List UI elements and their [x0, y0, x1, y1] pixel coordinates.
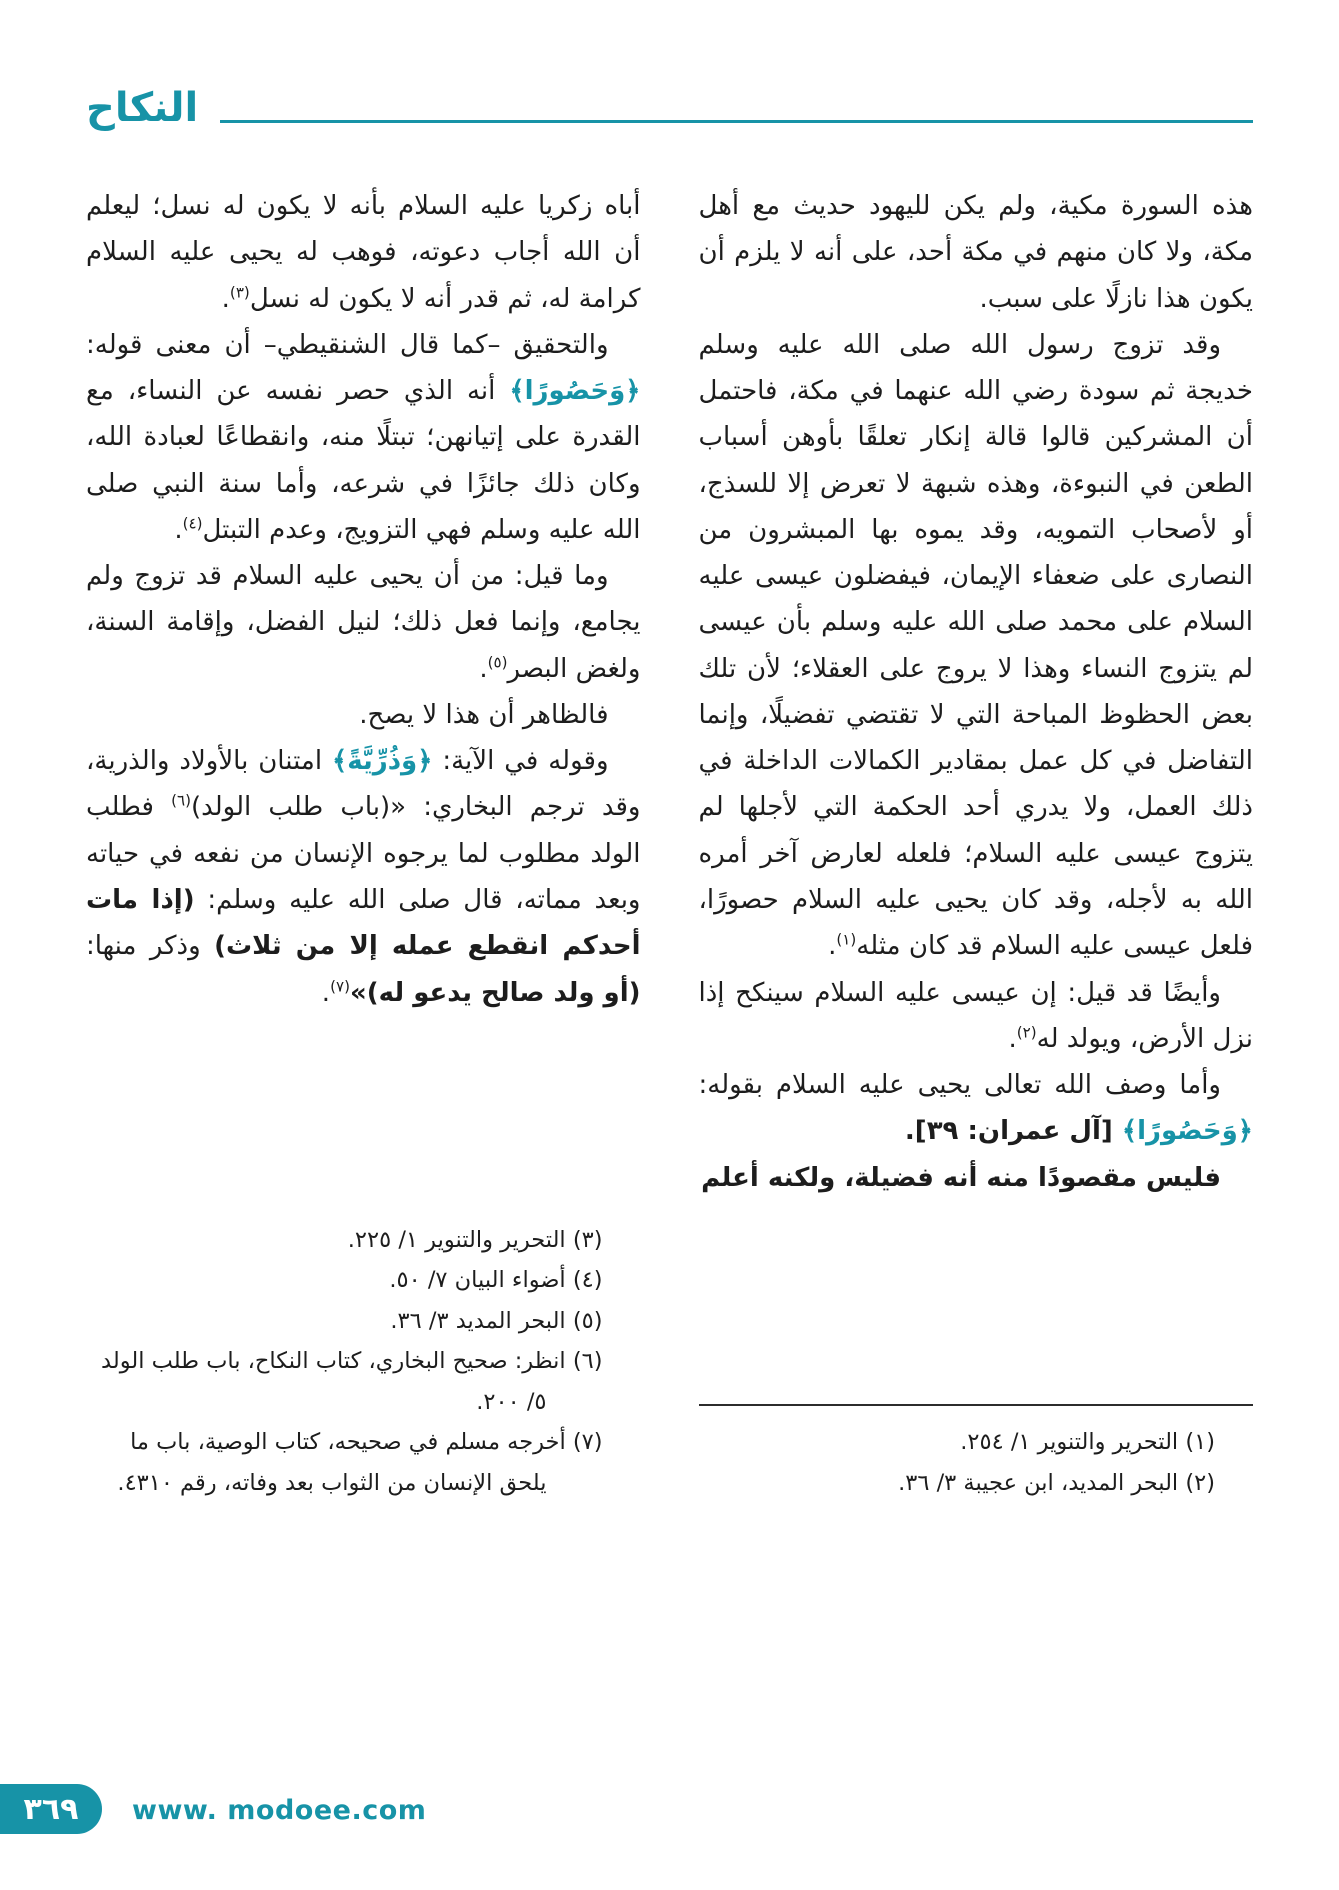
paragraph: هذه السورة مكية، ولم يكن لليهود حديث مع أهل مكة، ولا كان منهم في مكة أحد، على أنه لا يلزم أن يكون هذا نازلًا على سبب. — [698, 191, 1253, 314]
paragraph: فليس مقصودًا منه أنه فضيلة، ولكنه أعلم — [701, 1162, 1221, 1193]
footnote-separator — [699, 1404, 1254, 1406]
website-link[interactable]: www. modoee.com — [132, 1795, 427, 1826]
header-rule — [220, 120, 1253, 123]
column-left-footnotes — [86, 1220, 641, 1504]
paragraph: فالظاهر أن هذا لا يصح. — [359, 699, 609, 730]
column-right-footnote-area — [699, 1388, 1254, 1503]
column-right — [699, 183, 1254, 1503]
text-columns — [86, 183, 1253, 1503]
paragraph: وأما وصف الله تعالى يحيى عليه السلام بقوله: ﴿وَحَصُورًا﴾ [آل عمران: ٣٩]. — [698, 1070, 1253, 1147]
page-header — [86, 86, 1253, 130]
column-left — [86, 183, 641, 1503]
paragraph: وما قيل: من أن يحيى عليه السلام قد تزوج ولم يجامع، وإنما فعل ذلك؛ لنيل الفضل، وإقامة السنة، ولغض البصر$^{(٥)}$. — [86, 561, 641, 684]
footnote: (١) التحرير والتنوير ١/ ٢٥٤. — [960, 1429, 1215, 1455]
paragraph: وقوله في الآية: ﴿وَذُرِّيَّةً﴾ امتنان بالأولاد والذرية، وقد ترجم البخاري: «(باب طلب الولد)$^{(٦)}$ فطلب الولد مطلوب لما يرجوه الإنسان من نفعه في حياته وبعد مماته، قال صلى الله عليه وسلم: (إذا مات أحدكم انقطع عمله إلا من ثلاث) وذكر منها: (أو ولد صالح يدعو له)»$^{(٧)}$. — [86, 746, 641, 1008]
page-number-badge — [0, 1784, 102, 1834]
chapter-title: النكاح — [86, 85, 199, 131]
footnote: (٧) أخرجه مسلم في صحيحه، كتاب الوصية، باب ما يلحق الإنسان من الثواب بعد وفاته، رقم ٤٣١٠. — [117, 1429, 603, 1496]
paragraph: أباه زكريا عليه السلام بأنه لا يكون له نسل؛ ليعلم أن الله أجاب دعوته، فوهب له يحيى عليه السلام كرامة له، ثم قدر أنه لا يكون له نسل$^{(٣)}$. — [86, 191, 641, 314]
column-left-body — [86, 183, 641, 1016]
column-left-footnote-area — [86, 1204, 641, 1504]
column-right-footnotes — [699, 1422, 1254, 1503]
paragraph: وأيضًا قد قيل: إن عيسى عليه السلام سينكح إذا نزل الأرض، ويولد له$^{(٢)}$. — [698, 977, 1253, 1054]
footnote: (٤) أضواء البيان ٧/ ٥٠. — [389, 1267, 603, 1293]
paragraph: وقد تزوج رسول الله صلى الله عليه وسلم خديجة ثم سودة رضي الله عنهما في مكة، فاحتمل أن المشركين قالوا قالة إنكار تعلقًا بأوهن أسباب الطعن في النبوءة، وهذه شبهة لا تعرض إلا للسذج، أو لأصحاب التمويه، وقد يموه بها المبشرون من النصارى على ضعفاء الإيمان، فيفضلون عيسى عليه السلام على محمد صلى الله عليه وسلم بأن عيسى لم يتزوج النساء وهذا لا يروج على العقلاء؛ لأن تلك بعض الحظوظ المباحة التي لا تقتضي تفضيلًا، وإنما التفاضل في كل عمل بمقادير الكمالات الداخلة في ذلك العمل، ولا يدري أحد الحكمة التي لأجلها لم يتزوج عيسى عليه السلام؛ فلعله لعارض آخر أمره الله به لأجله، وقد كان يحيى عليه السلام حصورًا، فلعل عيسى عليه السلام قد كان مثله$^{(١)}$. — [698, 329, 1253, 962]
footnote: (٥) البحر المديد ٣/ ٣٦. — [390, 1307, 603, 1334]
footnote: (٢) البحر المديد، ابن عجيبة ٣/ ٣٦. — [898, 1469, 1215, 1496]
page-number: ٣٦٩ — [23, 1791, 79, 1827]
column-right-body — [699, 183, 1254, 1201]
footnote: (٦) انظر: صحيح البخاري، كتاب النكاح، باب طلب الولد ٥/ ٢٠٠. — [101, 1348, 603, 1415]
footnote: (٣) التحرير والتنوير ١/ ٢٢٥. — [347, 1226, 603, 1253]
paragraph: والتحقيق –كما قال الشنقيطي– أن معنى قوله: ﴿وَحَصُورًا﴾ أنه الذي حصر نفسه عن النساء، مع القدرة على إتيانهن؛ تبتلًا منه، وانقطاعًا لعبادة الله، وكان ذلك جائزًا في شرعه، وأما سنة النبي صلى الله عليه وسلم فهي التزويج، وعدم التبتل$^{(٤)}$. — [86, 329, 641, 545]
